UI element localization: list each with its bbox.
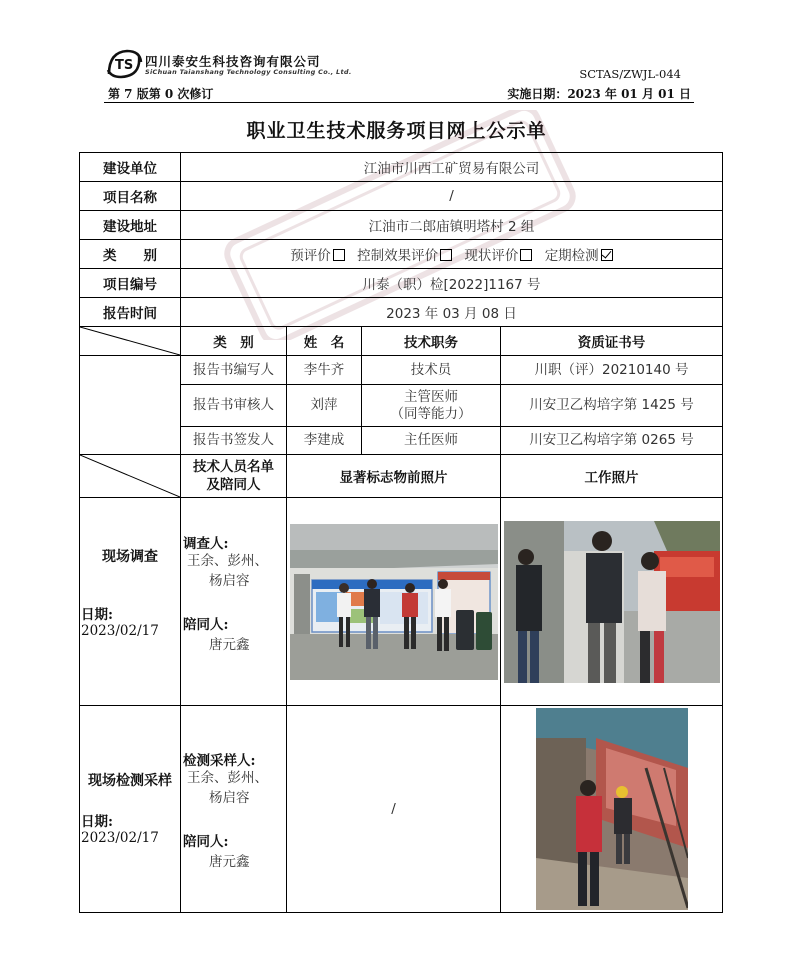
project-name-value: /: [181, 182, 723, 211]
diagonal-header-cell: [80, 327, 181, 356]
info-row: [80, 182, 723, 211]
category-option-label: 控制效果评价: [357, 248, 439, 264]
document-header: [0, 0, 793, 110]
site-survey-title: 现场调查: [102, 549, 158, 565]
diagonal-header-cell: [80, 455, 181, 498]
samplers-line2: 杨启容: [209, 790, 250, 806]
document-code: SCTAS/ZWJL-044: [579, 67, 681, 81]
staff-title-note: （同等能力）: [390, 405, 472, 422]
sampling-signage-photo-cell: /: [287, 706, 501, 913]
construction-unit-label: 建设单位: [80, 153, 181, 182]
info-row: [80, 240, 723, 269]
site-survey-row: [80, 498, 723, 706]
checkbox-icon[interactable]: [520, 249, 532, 261]
company-name-cn: 四川泰安生科技咨询有限公司: [145, 54, 321, 69]
implementation-date: 实施日期：2023 年 01 月 01 日: [507, 87, 691, 101]
staff-title: 主管医师: [404, 388, 458, 405]
staff-name: 李建成: [287, 427, 362, 455]
investigators: [187, 551, 268, 591]
sampling-work-photo[interactable]: [536, 708, 688, 910]
checked-checkbox-icon[interactable]: [601, 249, 613, 261]
site-sampling-cell: [80, 706, 181, 913]
company-name-en: SiChuan Taianshang Technology Consulting Co., Ltd.: [145, 68, 352, 76]
samplers: [187, 768, 268, 808]
site-survey-date-label: 日期:: [81, 607, 113, 623]
checkbox-icon[interactable]: [333, 249, 345, 261]
category-label: 类 别: [80, 240, 181, 269]
staff-name-header: 姓 名: [287, 327, 362, 356]
project-name-label: 项目名称: [80, 182, 181, 211]
site-sampling-staff-cell: [181, 706, 287, 913]
staff-category: 报告书编写人: [181, 356, 287, 385]
category-option-label: 定期检测: [544, 248, 599, 264]
staff-title: 技术员: [362, 356, 501, 385]
publicity-table: [79, 152, 723, 913]
checkbox-icon[interactable]: [440, 249, 452, 261]
header-divider: [104, 102, 694, 103]
work-photo[interactable]: [504, 521, 720, 683]
category-option-periodic-test[interactable]: [545, 248, 613, 264]
diagonal-line: [80, 455, 180, 497]
construction-address-value: 江油市二郎庙镇明塔村 2 组: [181, 211, 723, 240]
samplers-line1: 王余、彭州、: [187, 770, 268, 786]
staff-title-header: 技术职务: [362, 327, 501, 356]
staff-header-row: [80, 327, 723, 356]
diagonal-line: [80, 327, 180, 355]
category-option-label: 现状评价: [464, 248, 519, 264]
staff-blank-cell: [80, 356, 181, 455]
construction-unit-value: 江油市川西工矿贸易有限公司: [181, 153, 723, 182]
staff-category: 报告书审核人: [181, 385, 287, 427]
companion-label: 陪同人:: [183, 834, 229, 850]
category-option-status-eval[interactable]: [464, 248, 532, 264]
companion-name: 唐元鑫: [209, 637, 250, 653]
page-title: 职业卫生技术服务项目网上公示单: [246, 120, 547, 142]
companion-name: 唐元鑫: [209, 854, 250, 870]
info-row: [80, 298, 723, 327]
staff-cert: 川职（评）20210140 号: [501, 356, 723, 385]
category-option-label: 预评价: [290, 248, 331, 264]
project-number-label: 项目编号: [80, 269, 181, 298]
site-sampling-date-label: 日期:: [81, 814, 113, 830]
info-row: [80, 211, 723, 240]
staff-cert: 川安卫乙构培字第 0265 号: [501, 427, 723, 455]
staff-title: 主任医师: [362, 427, 501, 455]
companion-label: 陪同人:: [183, 617, 229, 633]
staff-name: 刘萍: [287, 385, 362, 427]
site-survey-cell: [80, 498, 181, 706]
sampling-work-photo-cell: [501, 706, 723, 913]
investigators-line2: 杨启容: [209, 573, 250, 589]
report-time-label: 报告时间: [80, 298, 181, 327]
category-options: [181, 240, 723, 269]
project-number-value: 川泰（职）检[2022]1167 号: [181, 269, 723, 298]
staff-category-header: 类 别: [181, 327, 287, 356]
site-sampling-date: 2023/02/17: [81, 830, 159, 846]
category-option-pre-eval[interactable]: [290, 248, 345, 264]
info-row: [80, 269, 723, 298]
site-survey-staff-cell: [181, 498, 287, 706]
photo-header-row: [80, 455, 723, 498]
staff-row: [80, 356, 723, 385]
staff-list-header-line2: 及陪同人: [206, 477, 261, 493]
company-logo-icon: [105, 48, 143, 80]
category-option-control-effect[interactable]: [357, 248, 452, 264]
investigator-label: 调查人:: [183, 536, 229, 552]
work-photo-header: 工作照片: [501, 455, 723, 498]
staff-name: 李牛齐: [287, 356, 362, 385]
site-sampling-title: 现场检测采样: [88, 773, 172, 789]
info-row: [80, 153, 723, 182]
signage-photo-cell: [287, 498, 501, 706]
staff-list-header: [181, 455, 287, 498]
company-logo: [105, 48, 365, 82]
logo-text: TS: [115, 58, 134, 73]
sampler-label: 检测采样人:: [183, 753, 256, 769]
staff-category: 报告书签发人: [181, 427, 287, 455]
staff-list-header-line1: 技术人员名单: [193, 459, 274, 475]
signage-photo-header: 显著标志物前照片: [287, 455, 501, 498]
construction-address-label: 建设地址: [80, 211, 181, 240]
revision-info: 第 7 版第 0 次修订: [108, 87, 214, 101]
staff-cert-header: 资质证书号: [501, 327, 723, 356]
work-photo-cell: [501, 498, 723, 706]
site-survey-date: 2023/02/17: [81, 623, 159, 639]
staff-cert: 川安卫乙构培字第 1425 号: [501, 385, 723, 427]
report-time-value: 2023 年 03 月 08 日: [181, 298, 723, 327]
staff-title-cell: [362, 385, 501, 427]
signage-photo[interactable]: [290, 524, 498, 680]
site-sampling-row: [80, 706, 723, 913]
investigators-line1: 王余、彭州、: [187, 553, 268, 569]
